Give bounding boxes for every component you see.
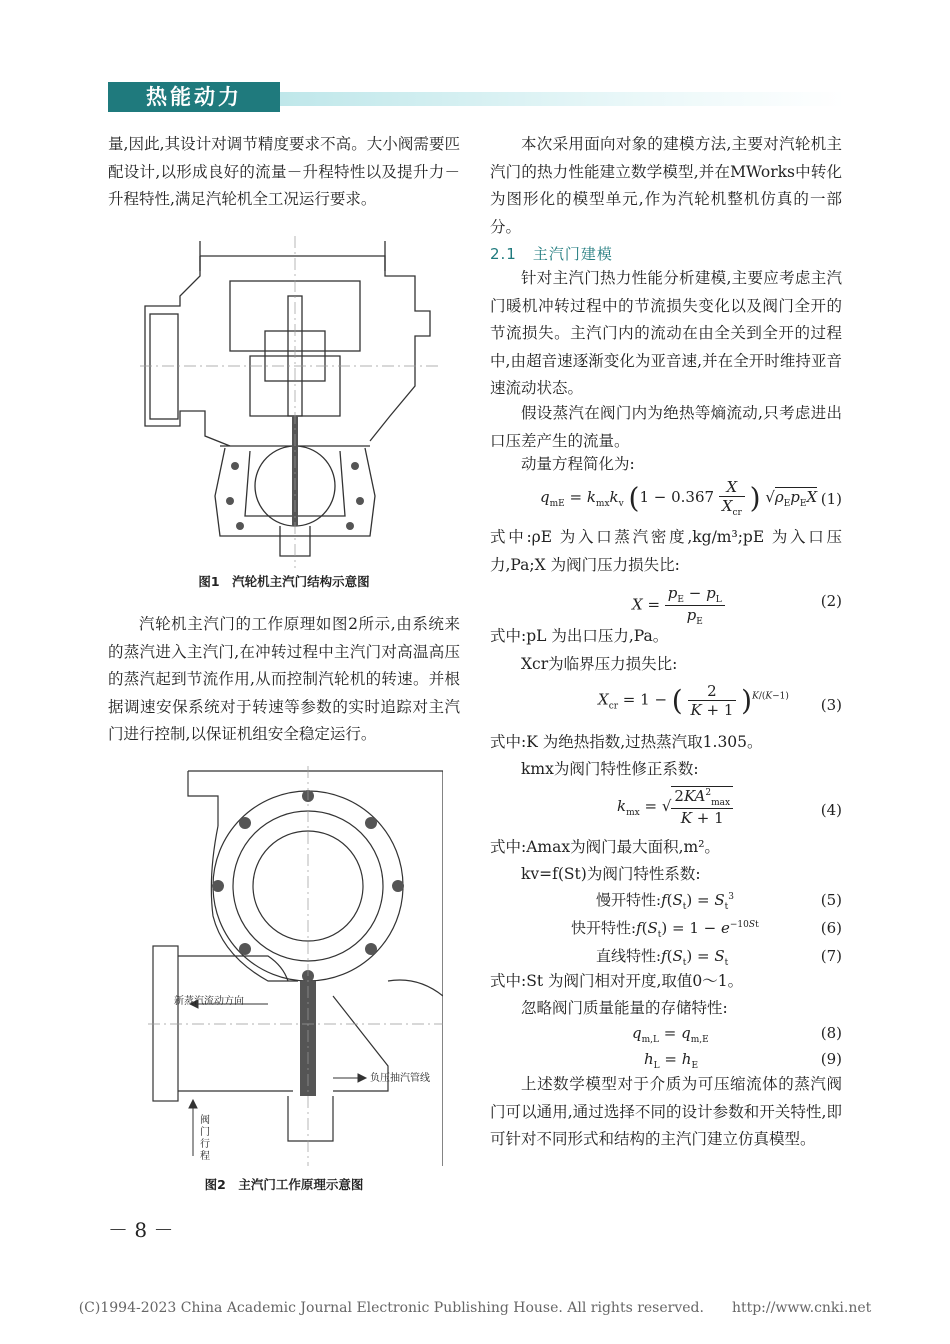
equation-4-intro: kmx为阀门特性修正系数: (521, 760, 699, 778)
equation-6-number: (6) (820, 919, 842, 937)
figure-1-valve-structure-drawing (140, 236, 440, 568)
equation-5-label: 慢开特性: (596, 891, 662, 909)
page-number: － 8 － (108, 1218, 174, 1242)
equation-6-label: 快开特性: (571, 919, 637, 937)
equation-5-intro: kv=f(St)为阀门特性系数: (521, 865, 701, 883)
equation-4-description: 式中:Amax为阀门最大面积,m²。 (490, 838, 720, 856)
equation-1-number: (1) (820, 490, 842, 508)
equation-3: $X_{cr} = 1$ − ( $\frac{2}{K + 1}$ )$^{K/(K-1)}$ (598, 682, 789, 719)
journal-section-title: 热能动力 (146, 85, 242, 109)
equation-7: 直线特性$:f(S_t) = S_t$ (596, 947, 729, 968)
equation-6: 快开特性$:f(S_t) = 1 - e^{-10St}$ (571, 919, 759, 940)
figure-2-caption: 图2 主汽门工作原理示意图 (204, 1177, 364, 1192)
equation-5: 慢开特性$:f(S_t) = S_t^3$ (596, 891, 734, 912)
right-paragraph-2: 针对主汽门热力性能分析建模,主要应考虑主汽门暖机冲转过程中的节流损失变化以及阀门全开的节流损失。主汽门内的流动在由全关到全开的过程中,由超音速逐渐变化为亚音速,并在全开时维持亚音速流动状态。 (490, 269, 842, 397)
equation-8: $q_{m,L} = q_{m,E}$ (632, 1024, 709, 1045)
header-rule (280, 92, 845, 106)
equation-3-intro: Xcr为临界压力损失比: (521, 655, 678, 673)
equation-2: X = $\frac{p_E - p_L}{p_E}$ (632, 584, 725, 627)
equation-2-number: (2) (820, 592, 842, 610)
equation-4-number: (4) (820, 801, 842, 819)
figure-2-inlet-flow-label: 新蒸汽流动方向 (174, 996, 244, 1007)
copyright-footer: (C)1994-2023 China Academic Journal Electronic Publishing House. All rights reserved. http://www.cnki.net (78, 1300, 872, 1316)
equation-8-intro: 忽略阀门质量能量的存储特性: (521, 999, 728, 1017)
equation-9: $h_L = h_E$ (644, 1050, 699, 1071)
right-paragraph-1: 本次采用面向对象的建模方法,主要对汽轮机主汽门的热力性能建立数学模型,并在MWorks中转化为图形化的模型单元,作为汽轮机整机仿真的一部分。 (490, 135, 842, 236)
figure-2-outlet-pipe-label: 负压抽汽管线 (370, 1073, 430, 1084)
left-paragraph-1: 量,因此,其设计对调节精度要求不高。大小阀需要匹配设计,以形成良好的流量－升程特性以及提升力－升程特性,满足汽轮机全工况运行要求。 (108, 135, 460, 208)
equation-7-label: 直线特性: (596, 947, 662, 965)
right-paragraph-3: 假设蒸汽在阀门内为绝热等熵流动,只考虑进出口压差产生的流量。 (490, 404, 842, 450)
equation-9-number: (9) (820, 1050, 842, 1068)
equation-5-number: (5) (820, 891, 842, 909)
equation-7-number: (7) (820, 947, 842, 965)
equation-3-number: (3) (820, 696, 842, 714)
equation-2-description: 式中:pL 为出口压力,Pa。 (490, 627, 669, 645)
right-paragraph-4: 动量方程简化为: (521, 455, 635, 473)
equation-8-number: (8) (820, 1024, 842, 1042)
figure-1-caption: 图1 汽轮机主汽门结构示意图 (198, 574, 370, 589)
section-heading-2-1: 2.1 主汽门建模 (490, 245, 613, 263)
figure-2-valve-stroke-label: 阀门行程 (200, 1115, 210, 1162)
equation-4: $k_{mx}$ = √ $\frac{2KA^2_{max}}{K + 1}$ (617, 786, 733, 827)
equation-3-description: 式中:K 为绝热指数,过热蒸汽取1.305。 (490, 733, 763, 751)
equation-1-description: 式中:ρE 为入口蒸汽密度,kg/m³;pE 为入口压力,Pa;X 为阀门压力损失比: (490, 528, 842, 574)
figure-2-working-principle-drawing (148, 766, 443, 1166)
right-paragraph-5: 上述数学模型对于介质为可压缩流体的蒸汽阀门可以通用,通过选择不同的设计参数和开关特性,即可针对不同形式和结构的主汽门建立仿真模型。 (490, 1075, 842, 1148)
equation-7-description: 式中:St 为阀门相对开度,取值0～1。 (490, 972, 744, 990)
left-paragraph-2: 汽轮机主汽门的工作原理如图2所示,由系统来的蒸汽进入主汽门,在冲转过程中主汽门对高温高压的蒸汽起到节流作用,从而控制汽轮机的转速。并根据调速安保系统对于转速等参数的实时追踪对主汽门进行控制,以保证机组安全稳定运行。 (108, 615, 460, 743)
equation-1: $q_{mE} = k_{mx}k_v$ (1 − 0.367 $\frac{X}{X_{cr}}$ ) $√\rho_Ep_EX$ (540, 478, 818, 518)
